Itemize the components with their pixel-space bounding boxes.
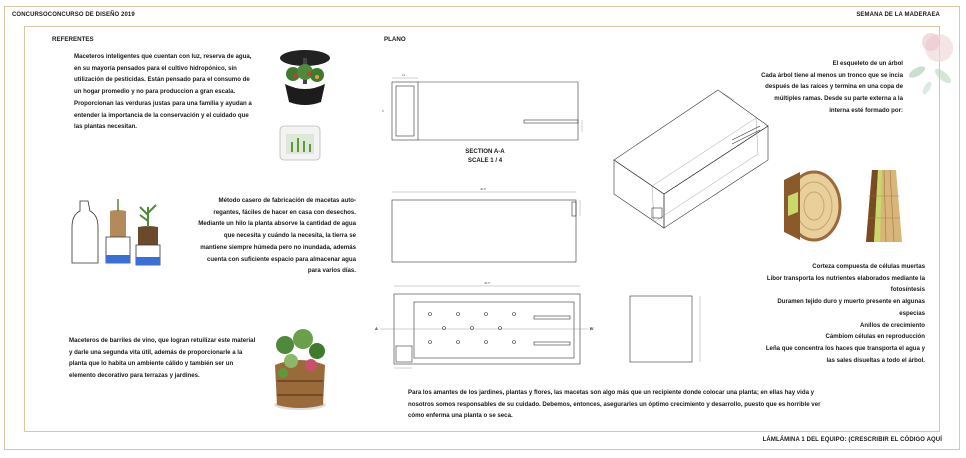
- layer-cambium: Cámbiom células en reproducción: [825, 333, 925, 341]
- footer-code: LÁMLÁMINA 1 DEL EQUIPO: (CRESCRIBIR EL CÓDIGO AQUÍ: [762, 437, 942, 443]
- tree-intro-text: El esqueleto de un árbol Cada árbol tiene al menos un tronco que se incia después de las raíces y termina en una copa de múltiples ramas. Desde su parte externa a la interna esté formado por:: [761, 60, 903, 114]
- layer-bark: Corteza compuesta de células muertas: [812, 263, 925, 270]
- header-right: SEMANA DE LA MADERAEA: [856, 12, 940, 18]
- smart-planter-image: [275, 48, 335, 110]
- wood-layers-cross-section-image: [780, 166, 842, 246]
- referente-self-watering-text: Método casero de fabricación de macetas auto-regantes, fáciles de hacer en casa con desechos. Mediante un hilo la planta absorve la cantidad de agua que necesita y cuándo la necesita, la tierra se mantiene siempre húmeda pero no inundada, además cuenta con suficiente espacio para almacenar agua para varios días.: [198, 197, 356, 275]
- cut-marker-right: B': [590, 326, 595, 331]
- isometric-planter-drawing: [606, 82, 776, 230]
- plano-title: PLANO: [384, 36, 406, 43]
- wood-layers-wedge-image: [862, 166, 906, 246]
- mini-greenhouse-image: [278, 124, 324, 164]
- cut-marker-left: A: [375, 326, 378, 331]
- front-elevation-drawing: [390, 186, 590, 266]
- layer-growth-rings: Anillos de crecimiento: [859, 321, 925, 329]
- bottle-planter-image: [70, 197, 170, 269]
- header-left: CONCURSOCONCURSO DE DISEÑO 2019: [12, 12, 135, 18]
- section-label: SECTION A-A: [465, 148, 505, 155]
- svg-text:40.5: 40.5: [484, 281, 490, 285]
- plan-view-drawing: [374, 280, 606, 372]
- barrel-planter-image: [265, 325, 335, 411]
- svg-text:12: 12: [402, 73, 406, 77]
- layer-heartwood: Duramen tejido duro y muerto presente en algunas especias: [777, 298, 925, 317]
- layer-phloem: Libor transporta los nutrientes elaborados mediante la fotosíntesis: [766, 274, 925, 294]
- tree-layers-list: [760, 261, 925, 366]
- referente-barrel-text: Maceteros de barriles de vino, que logran retuilizar este material y darle una segunda vita útil, además de proporcionarle a la planta que lo habita un ambiente cálido y también ser un elemento decorativo para terrazas y jardines.: [69, 337, 256, 380]
- conclusion-text: Para los amantes de los jardines, plantas y flores, las macetas son algo más que un recipiente donde colocar una planta; en ellas hay vida y nosotros somos responsables de su cuidado. Debemos, entonces, asegurarles un óptimo crecimiento y desarrollo, puesto que es horrible ver cómo enferma una planta o se seca.: [408, 389, 821, 420]
- svg-text:9: 9: [382, 109, 384, 113]
- section-a-a-drawing: [382, 73, 598, 146]
- floral-decoration: [903, 28, 963, 98]
- side-elevation-drawing: [628, 294, 708, 366]
- scale-label: SCALE 1 / 4: [467, 157, 503, 164]
- referentes-title: REFERENTES: [52, 36, 94, 43]
- referente-smart-pots-text: Maceteros inteligentes que cuentan con luz, reserva de agua, en su mayoría pensados para el cultivo hidropónico, sin utilización de pesticidas. Están pensado para el consumo de un hogar promedio y no para produccion a gran escala. Proporcionan las verduras justas para una familia y ayudan a entender la importancia de la conservación y el cuidado que las plantas necesitan.: [74, 53, 252, 131]
- layer-sapwood: Leña que concentra los haces que transporta el agua y las sales disueltas a todo el árbol.: [765, 344, 925, 364]
- svg-text:40.5: 40.5: [480, 187, 486, 191]
